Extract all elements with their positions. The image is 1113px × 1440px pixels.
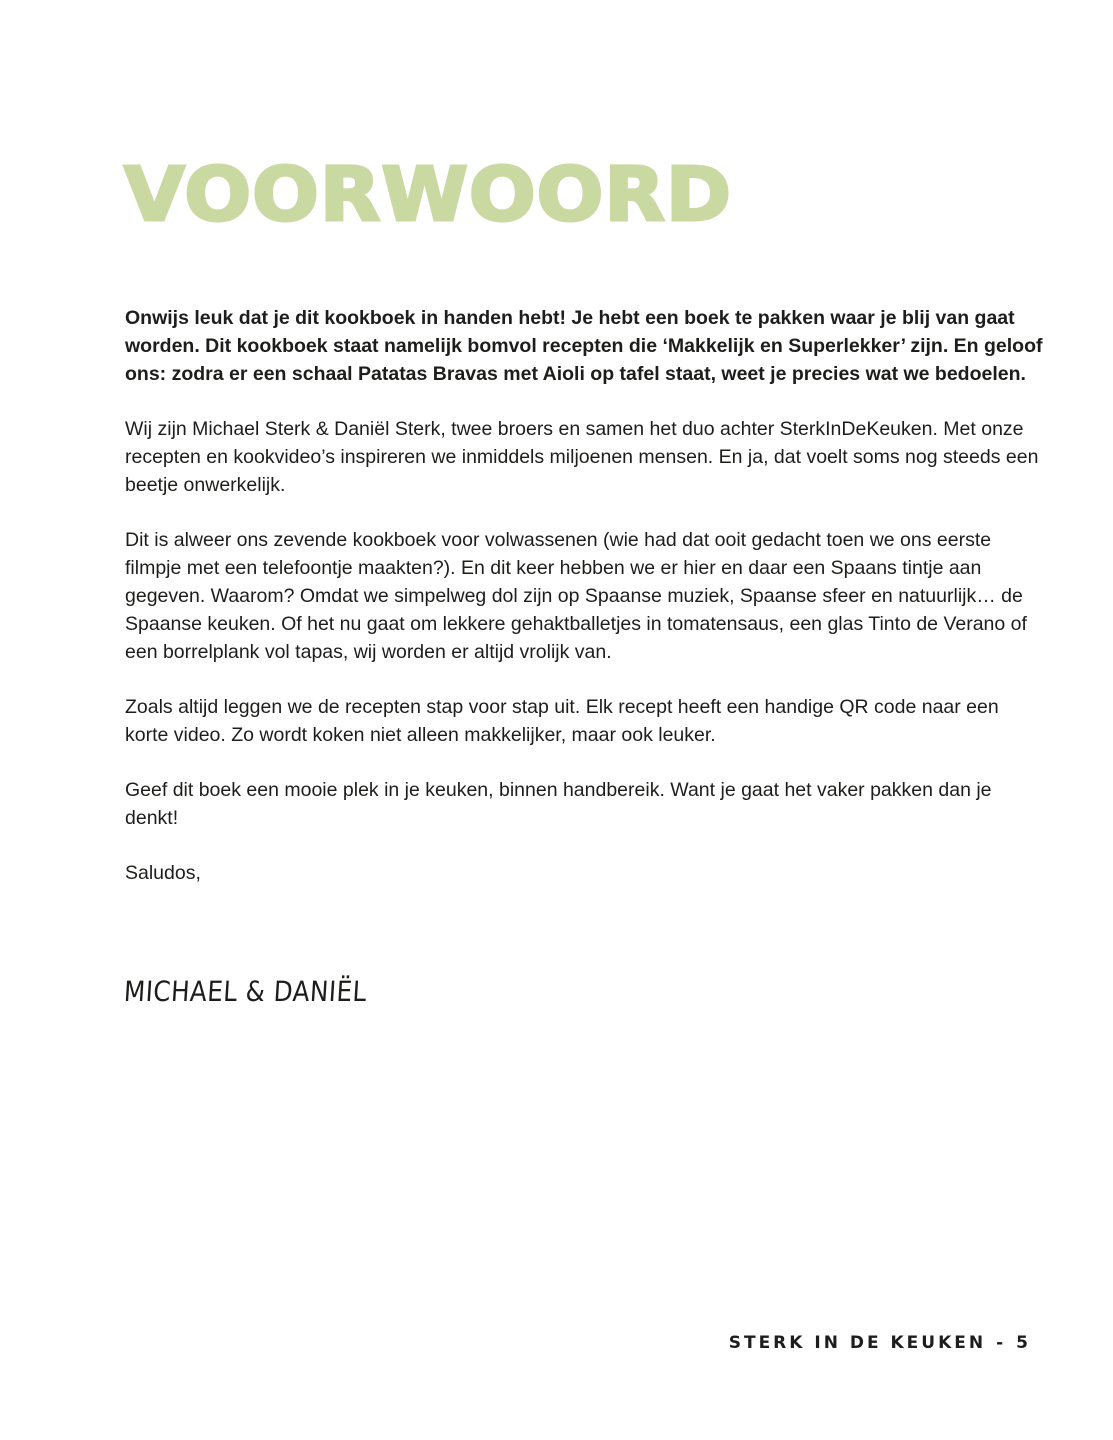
foreword-body [125,304,1045,914]
page-number: 5 [1016,1333,1031,1353]
page-title: VOORWOORD [124,152,733,238]
paragraph-seventh-book: Dit is alweer ons zevende kookboek voor volwassenen (wie had dat ooit gedacht toen we ons eerste filmpje met een telefoontje maakten?). En dit keer hebben we er hier en daar een Spaans tintje aan gegeven. Waarom? Omdat we simpelweg dol zijn op Spaanse muziek, Spaanse sfeer en natuurlijk… de Spaanse keuken. Of het nu gaat om lekkere gehaktballetjes in tomatensaus, een glas Tinto de Verano of een borrelplank vol tapas, wij worden er altijd vrolijk van. [125,529,1027,663]
paragraph-introduction: Wij zijn Michael Sterk & Daniël Sterk, twee broers en samen het duo achter SterkInDeKeuken. Met onze recepten en kookvideo’s inspireren we inmiddels miljoenen mensen. En ja, dat voelt soms nog steeds een beetje onwerkelijk. [125,418,1039,496]
footer-book-title: STERK IN DE KEUKEN [728,1333,987,1353]
paragraph-qr-code: Zoals altijd leggen we de recepten stap voor stap uit. Elk recept heeft een handige QR code naar een korte video. Zo wordt koken niet alleen makkelijker, maar ook leuker. [125,696,999,746]
footer-separator: - [996,1333,1007,1353]
page-footer [729,1333,1031,1353]
paragraph-kitchen-place: Geef dit boek een mooie plek in je keuken, binnen handbereik. Want je gaat het vaker pakken dan je denkt! [125,779,992,829]
closing-greeting: Saludos, [125,862,201,884]
lead-paragraph: Onwijs leuk dat je dit kookboek in handen hebt! Je hebt een boek te pakken waar je blij van gaat worden. Dit kookboek staat namelijk bomvol recepten die ‘Makkelijk en Superlekker’ zijn. En geloof ons: zodra er een schaal Patatas Bravas met Aioli op tafel staat, weet je precies wat we bedoelen. [125,307,1043,385]
signature: MICHAEL & DANIËL [122,975,368,1008]
